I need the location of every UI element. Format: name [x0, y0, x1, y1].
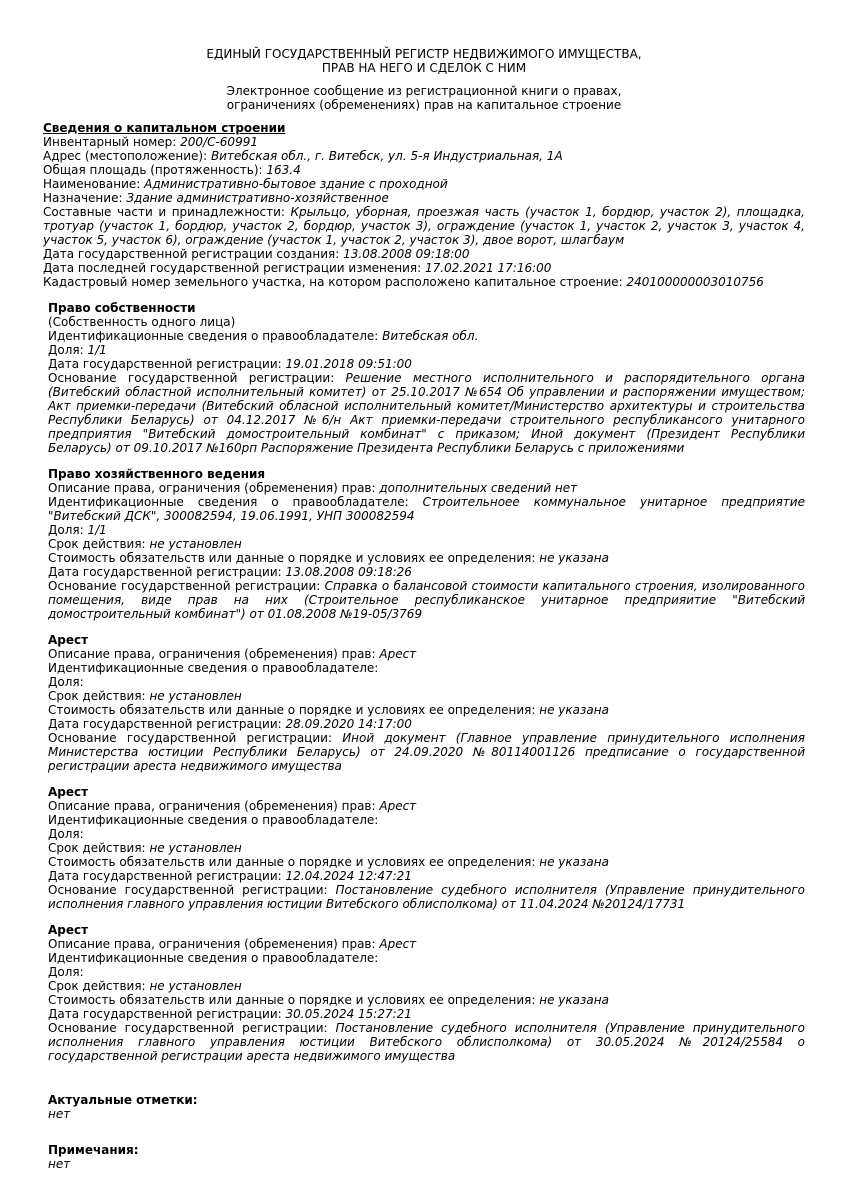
- field-value: не установлен: [149, 537, 242, 551]
- field-value: 163.4: [266, 163, 301, 177]
- section-arrest-2: [48, 785, 805, 911]
- field-row: [43, 163, 805, 177]
- field-row: [43, 275, 805, 289]
- field-label: Стоимость обязательств или данные о порядке и условиях ее определения:: [48, 703, 536, 717]
- field-value: 13.08.2008 09:18:00: [343, 247, 470, 261]
- field-row: [48, 329, 805, 343]
- field-row: [43, 191, 805, 205]
- field-row: [48, 537, 805, 551]
- field-row: [43, 135, 805, 149]
- field-label: Доля:: [48, 827, 84, 841]
- field-value: Арест: [379, 799, 417, 813]
- field-row: [48, 951, 805, 965]
- section-remarks: [48, 1143, 805, 1171]
- field-row: [48, 647, 805, 661]
- field-row: [48, 371, 805, 455]
- field-row: [48, 993, 805, 1007]
- section-heading: Актуальные отметки:: [48, 1093, 198, 1107]
- field-value: Здание административно-хозяйственное: [126, 191, 389, 205]
- field-label: Инвентарный номер:: [43, 135, 177, 149]
- field-value: не установлен: [149, 841, 242, 855]
- field-label: Описание права, ограничения (обременения) прав:: [48, 481, 376, 495]
- field-value: не установлен: [149, 979, 242, 993]
- field-label: Дата государственной регистрации:: [48, 1007, 282, 1021]
- field-row: [48, 799, 805, 813]
- field-label: Дата государственной регистрации:: [48, 717, 282, 731]
- field-row: [43, 261, 805, 275]
- field-value: 1/1: [87, 523, 107, 537]
- field-value: Витебская обл., г. Витебск, ул. 5-я Индустриальная, 1А: [210, 149, 563, 163]
- field-label: Дата государственной регистрации:: [48, 357, 282, 371]
- field-row: [48, 965, 805, 979]
- section-ownership-right: [48, 301, 805, 455]
- field-row: [48, 1157, 805, 1171]
- field-row: [48, 979, 805, 993]
- document-subtitle: [43, 84, 805, 112]
- ownership-type-note: (Собственность одного лица): [48, 315, 236, 329]
- field-label: Основание государственной регистрации:: [48, 883, 328, 897]
- field-row: [48, 937, 805, 951]
- document-subtitle-line-1: Электронное сообщение из регистрационной книги о правах,: [226, 84, 622, 98]
- field-value: Иной документ (Главное управление принудительного исполнения Министерства юстиции Республики Беларусь) от 24.09.2020 №80114001126 предписание о государственной регистрации ареста недвижимого имущества: [48, 731, 805, 773]
- field-row: [48, 565, 805, 579]
- field-row: [48, 579, 805, 621]
- field-row: [48, 827, 805, 841]
- field-label: Идентификационные сведения о правообладателе:: [48, 951, 379, 965]
- field-label: Дата последней государственной регистрации изменения:: [43, 261, 422, 275]
- field-value: не указана: [539, 703, 609, 717]
- field-label: Описание права, ограничения (обременения) прав:: [48, 799, 376, 813]
- registry-title-line-2: ПРАВ НА НЕГО И СДЕЛОК С НИМ: [321, 61, 527, 75]
- field-value: 240100000003010756: [626, 275, 764, 289]
- field-row: [48, 717, 805, 731]
- section-heading: Примечания:: [48, 1143, 139, 1157]
- field-label: Назначение:: [43, 191, 123, 205]
- field-row: [48, 481, 805, 495]
- field-row: [48, 1007, 805, 1021]
- field-value: не указана: [539, 855, 609, 869]
- field-row: [48, 675, 805, 689]
- field-value: Крыльцо, уборная, проезжая часть (участок 1, бордюр, участок 2), площадка, тротуар (участок 1, бордюр, участок 2, бордюр, участок 3), ограждение (участок 1, участок 2, участок 3, участок 4, участок 5, участок 6), ограждение (участок 1, участок 2, участок 3), двое ворот, шлагбаум: [43, 205, 805, 247]
- section-arrest-1: [48, 633, 805, 773]
- field-value: 1/1: [87, 343, 107, 357]
- field-label: Срок действия:: [48, 841, 146, 855]
- field-label: Стоимость обязательств или данные о порядке и условиях ее определения:: [48, 855, 536, 869]
- field-label: Доля:: [48, 675, 84, 689]
- field-value: Решение местного исполнительного и распорядительного органа (Витебский областной исполнительный комитет) от 25.10.2017 №654 Об управлении и распоряжении имуществом; Акт приемки-передачи (Витебский обласной исполнительный комитет/Министерство архитектуры и строительства Республики Беларусь) от 04.12.2017 №6/н Акт приемки-передачи строительного республикансого унитарного предприятия "Витебский домостроительный комбинат" с приказом; Иной документ (Президент Республики Беларусь) от 09.10.2017 №160рп Распоряжение Президента Республики Беларусь с приложениями: [48, 371, 805, 455]
- field-row: [43, 205, 805, 247]
- field-value: Справка о балансовой стоимости капитального строения, изолированного помещения, виде прав на них (Строительное республиканское унитарное предприяитие "Витебский домостроительный комбинат") от 01.08.2008 №19-05/3769: [48, 579, 805, 621]
- section-heading: Право хозяйственного ведения: [48, 467, 266, 481]
- field-value: Арест: [379, 647, 417, 661]
- field-label: Идентификационные сведения о правообладателе:: [48, 813, 379, 827]
- field-row: [48, 813, 805, 827]
- section-capital-structure: [43, 121, 805, 289]
- registry-title: [43, 47, 805, 75]
- field-row: [48, 357, 805, 371]
- field-row: [43, 247, 805, 261]
- field-row: [48, 883, 805, 911]
- field-label: Описание права, ограничения (обременения) прав:: [48, 647, 376, 661]
- field-label: Срок действия:: [48, 689, 146, 703]
- field-row: [48, 703, 805, 717]
- field-label: Доля:: [48, 523, 84, 537]
- field-value: не установлен: [149, 689, 242, 703]
- field-row: [48, 343, 805, 357]
- field-row: [43, 177, 805, 191]
- field-label: Основание государственной регистрации:: [48, 731, 332, 745]
- document-subtitle-line-2: ограничениях (обременениях) прав на капитальное строение: [226, 98, 622, 112]
- field-label: Дата государственной регистрации создания:: [43, 247, 340, 261]
- field-value: 17.02.2021 17:16:00: [425, 261, 552, 275]
- field-label: Описание права, ограничения (обременения) прав:: [48, 937, 376, 951]
- field-value: нет: [48, 1107, 71, 1121]
- section-heading: Сведения о капитальном строении: [43, 121, 286, 135]
- field-value: не указана: [539, 551, 609, 565]
- field-value: Строительноее коммунальное унитарное предприятие "Витебский ДСК", 300082594, 19.06.1991, УНП 300082594: [48, 495, 805, 523]
- field-label: Дата государственной регистрации:: [48, 565, 282, 579]
- document-header: [43, 47, 805, 112]
- field-label: Основание государственной регистрации:: [48, 371, 335, 385]
- field-value: дополнительных сведений нет: [379, 481, 578, 495]
- field-value: 12.04.2024 12:47:21: [285, 869, 412, 883]
- field-row: [48, 841, 805, 855]
- field-row: [48, 551, 805, 565]
- field-row: [43, 149, 805, 163]
- section-arrest-3: [48, 923, 805, 1063]
- field-label: Доля:: [48, 965, 84, 979]
- section-heading: Арест: [48, 785, 89, 799]
- field-row: [48, 855, 805, 869]
- field-value: Постановление судебного исполнителя (Управление принудительного исполнения главного управления юстиции Витебского облисполкома) от 11.04.2024 №20124/17731: [48, 883, 805, 911]
- field-value: 19.01.2018 09:51:00: [285, 357, 412, 371]
- field-row: [48, 523, 805, 537]
- field-label: Стоимость обязательств или данные о порядке и условиях ее определения:: [48, 993, 536, 1007]
- field-label: Дата государственной регистрации:: [48, 869, 282, 883]
- field-label: Идентификационные сведения о правообладателе:: [48, 661, 379, 675]
- field-value: 13.08.2008 09:18:26: [285, 565, 412, 579]
- field-label: Кадастровый номер земельного участка, на котором расположено капитальное строение:: [43, 275, 623, 289]
- field-row: [48, 731, 805, 773]
- field-value: Витебская обл.: [382, 329, 479, 343]
- field-row: [48, 495, 805, 523]
- section-current-marks: [48, 1093, 805, 1121]
- section-economic-management-right: [48, 467, 805, 621]
- field-value: Постановление судебного исполнителя (Управление принудительного исполнения главного управления юстиции Витебского облисполкома) от 30.05.2024 №20124/25584 о государственной регистрации ареста недвижимого имущества: [48, 1021, 805, 1063]
- field-row: [48, 869, 805, 883]
- field-row: [48, 1107, 805, 1121]
- field-label: Общая площадь (протяженность):: [43, 163, 263, 177]
- field-label: Идентификационные сведения о правообладателе:: [48, 495, 409, 509]
- field-value: нет: [48, 1157, 71, 1171]
- field-label: Основание государственной регистрации:: [48, 579, 321, 593]
- field-value: 28.09.2020 14:17:00: [285, 717, 412, 731]
- field-value: Административно-бытовое здание с проходной: [144, 177, 448, 191]
- field-row: [48, 661, 805, 675]
- field-value: 30.05.2024 15:27:21: [285, 1007, 412, 1021]
- field-label: Срок действия:: [48, 537, 146, 551]
- section-heading: Арест: [48, 923, 89, 937]
- field-label: Идентификационные сведения о правообладателе:: [48, 329, 379, 343]
- registry-title-line-1: ЕДИНЫЙ ГОСУДАРСТВЕННЫЙ РЕГИСТР НЕДВИЖИМОГО ИМУЩЕСТВА,: [206, 47, 642, 61]
- field-row: [48, 1021, 805, 1063]
- field-value: Арест: [379, 937, 417, 951]
- field-label: Адрес (местоположение):: [43, 149, 208, 163]
- section-heading: Право собственности: [48, 301, 196, 315]
- field-label: Наименование:: [43, 177, 141, 191]
- field-label: Доля:: [48, 343, 84, 357]
- field-value: не указана: [539, 993, 609, 1007]
- field-label: Срок действия:: [48, 979, 146, 993]
- field-label: Стоимость обязательств или данные о порядке и условиях ее определения:: [48, 551, 536, 565]
- field-label: Составные части и принадлежности:: [43, 205, 285, 219]
- field-label: Основание государственной регистрации:: [48, 1021, 328, 1035]
- field-row: [48, 689, 805, 703]
- section-heading: Арест: [48, 633, 89, 647]
- field-value: 200/С-60991: [180, 135, 258, 149]
